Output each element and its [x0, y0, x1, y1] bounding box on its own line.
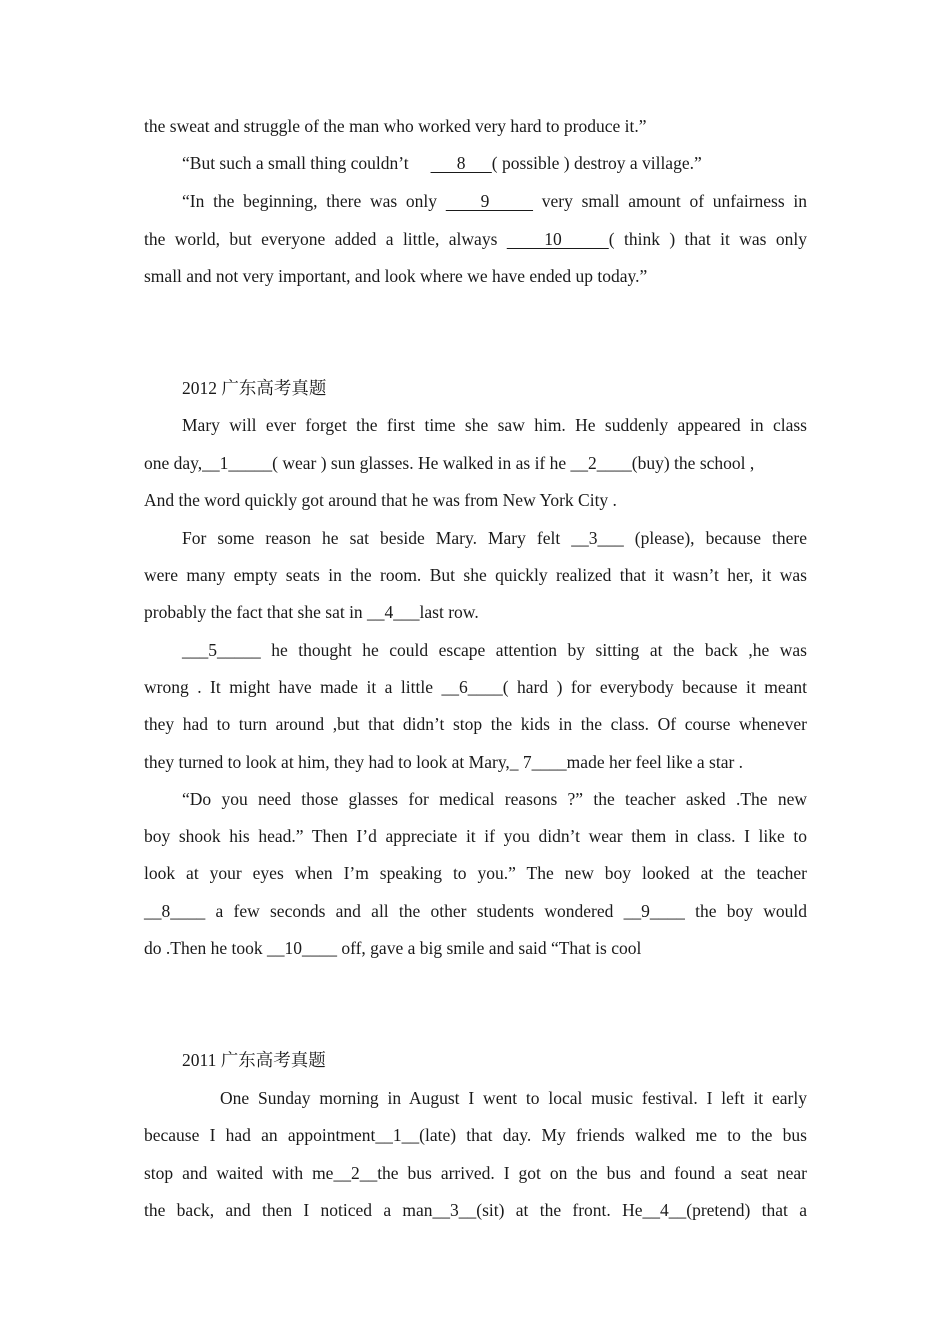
passage-line: And the word quickly got around that he was from New York City . — [144, 490, 617, 510]
passage-line: were many empty seats in the room. But she quickly realized that it wasn’t her, it was — [144, 565, 807, 585]
passage-line: __8____ a few seconds and all the other students wondered __9____ the boy would — [144, 901, 807, 921]
blank-9: 9 — [445, 191, 534, 211]
passage-line: For some reason he sat beside Mary. Mary felt __3___ (please), because there — [182, 528, 807, 548]
text-segment: ( possible ) destroy a village.” — [491, 153, 702, 173]
passage-line: ___5_____ he thought he could escape attention by sitting at the back ,he was — [182, 640, 807, 660]
passage-line: One Sunday morning in August I went to local music festival. I left it early — [220, 1088, 807, 1108]
passage-line: because I had an appointment__1__(late) that day. My friends walked me to the bus — [144, 1125, 807, 1145]
passage-line: wrong . It might have made it a little __6____( hard ) for everybody because it meant — [144, 677, 807, 697]
blank-8: 8 — [430, 153, 492, 173]
blank-10: 10 — [506, 229, 609, 249]
passage-line: they turned to look at him, they had to look at Mary,_ 7____made her feel like a star . — [144, 752, 744, 772]
passage-line: the back, and then I noticed a man__3__(sit) at the front. He__4__(pretend) that a — [144, 1200, 807, 1220]
passage-line: Mary will ever forget the first time she saw him. He suddenly appeared in class — [182, 415, 807, 435]
passage-line: do .Then he took __10____ off, gave a big smile and said “That is cool — [144, 938, 642, 958]
section-heading-2012: 2012 广东高考真题 — [182, 378, 327, 398]
section-heading-2011: 2011 广东高考真题 — [182, 1050, 326, 1070]
passage-line: boy shook his head.” Then I’d appreciate it if you didn’t wear them in class. I like to — [144, 826, 807, 846]
passage-line: look at your eyes when I’m speaking to you.” The new boy looked at the teacher — [144, 863, 807, 883]
text-segment: “In the beginning, there was only — [182, 191, 438, 211]
passage-line: “Do you need those glasses for medical reasons ?” the teacher asked .The new — [182, 789, 807, 809]
text-segment: very small amount of unfairness in — [541, 191, 808, 211]
passage-line — [182, 152, 807, 174]
passage-line — [182, 190, 807, 212]
passage-line: one day,__1_____( wear ) sun glasses. He walked in as if he __2____(buy) the school , — [144, 453, 755, 473]
text-segment: the world, but everyone added a little, always — [144, 229, 498, 249]
passage-line: the sweat and struggle of the man who worked very hard to produce it.” — [144, 116, 647, 136]
passage-line: probably the fact that she sat in __4___last row. — [144, 602, 479, 622]
passage-line: small and not very important, and look where we have ended up today.” — [144, 266, 648, 286]
passage-line — [144, 228, 807, 250]
passage-line: they had to turn around ,but that didn’t stop the kids in the class. Of course whenever — [144, 714, 807, 734]
text-segment: ( think ) that it was only — [608, 229, 807, 249]
passage-line: stop and waited with me__2__the bus arrived. I got on the bus and found a seat near — [144, 1163, 807, 1183]
text-segment: “But such a small thing couldn’t — [182, 153, 409, 173]
